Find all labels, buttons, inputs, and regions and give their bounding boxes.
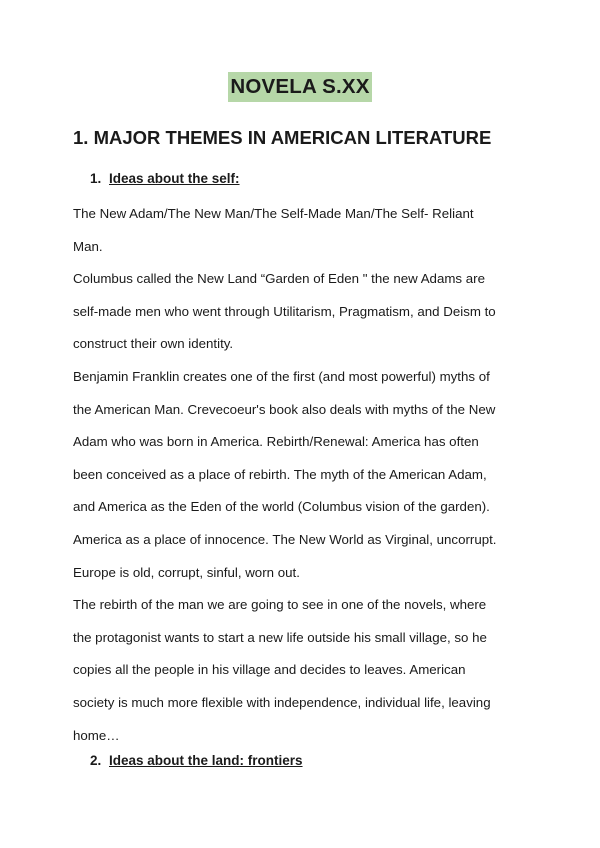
subsection-heading-1 <box>90 170 240 188</box>
body-line: Man. <box>73 238 103 254</box>
body-line: copies all the people in his village and decides to leaves. American <box>73 662 466 678</box>
body-line: The New Adam/The New Man/The Self-Made Man/The Self- Reliant <box>73 206 474 221</box>
body-text <box>73 198 533 752</box>
subsection-label: Ideas about the self: <box>109 171 240 186</box>
section-heading: 1. MAJOR THEMES IN AMERICAN LITERATURE <box>73 127 492 148</box>
body-line: Adam who was born in America. Rebirth/Renewal: America has often <box>73 434 479 450</box>
body-line: Europe is old, corrupt, sinful, worn out. <box>73 564 300 580</box>
subsection-number: 2. <box>90 753 102 768</box>
body-line: Columbus called the New Land “Garden of Eden " the new Adams are <box>73 271 485 287</box>
subsection-number: 1. <box>90 171 102 186</box>
body-line: self-made men who went through Utilitarism, Pragmatism, and Deism to <box>73 303 496 319</box>
body-line: society is much more flexible with independence, individual life, leaving <box>73 694 491 710</box>
title-container <box>0 72 600 102</box>
body-line: Benjamin Franklin creates one of the first (and most powerful) myths of <box>73 368 490 384</box>
body-line: the American Man. Crevecoeur's book also deals with myths of the New <box>73 401 496 417</box>
body-line: the protagonist wants to start a new life outside his small village, so he <box>73 629 487 645</box>
body-line: The rebirth of the man we are going to see in one of the novels, where <box>73 597 487 613</box>
body-line: home… <box>73 727 120 743</box>
subsection-heading-2 <box>90 752 303 770</box>
body-line: construct their own identity. <box>73 336 234 352</box>
document-title: NOVELA S.XX <box>228 72 371 102</box>
body-line: and America as the Eden of the world (Columbus vision of the garden). <box>73 499 490 515</box>
body-line: been conceived as a place of rebirth. The myth of the American Adam, <box>73 466 487 482</box>
subsection-label: Ideas about the land: frontiers <box>109 753 303 768</box>
body-line: America as a place of innocence. The New World as Virginal, uncorrupt. <box>73 531 497 547</box>
